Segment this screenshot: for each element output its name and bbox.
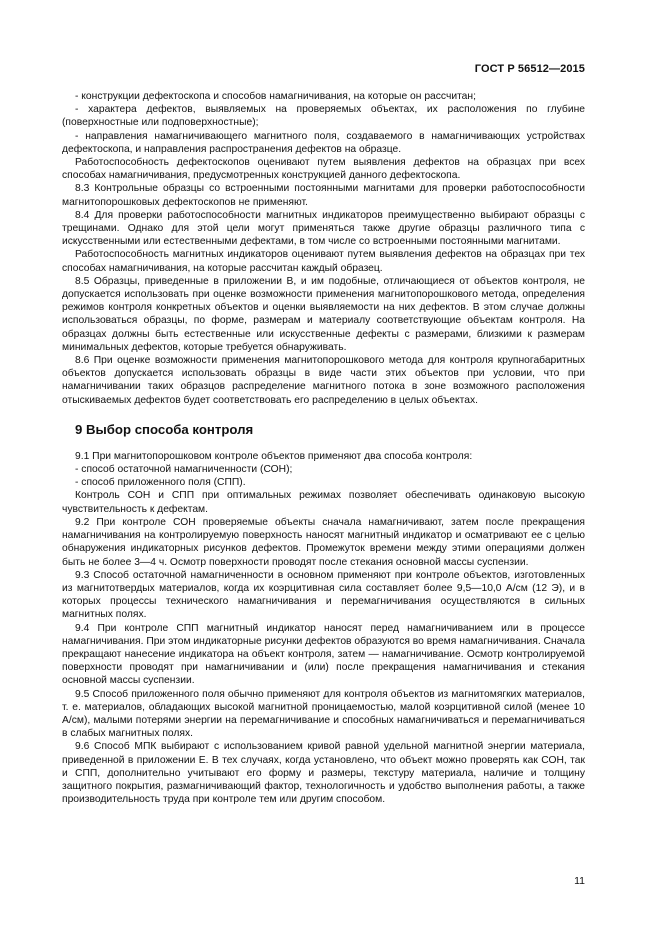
body-paragraph: - конструкции дефектоскопа и способов намагничивания, на которые он рассчитан; — [75, 91, 476, 102]
body-paragraph: 8.6 При оценке возможности применения магнитопорошкового метода для контроля крупногабаритных объектов допускается использовать образцы в виде части этих объектов при условии, что при намагничивании таких образцов распределение магнитного потока в зоне возможного расположения отыскиваемых дефектов будет соответствовать его распределению в целых объектах. — [62, 355, 585, 406]
body-paragraph: - способ приложенного поля (СПП). — [75, 477, 246, 489]
body-paragraph: 9.4 При контроле СПП магнитный индикатор наносят перед намагничиванием или в процессе намагничивания. При этом индикаторные рисунки дефектов образуются во время намагничивания. Сначала прекращают нанесение индикатора на объект контроля, затем — намагничивание. Осмотр контролируемой поверхности проводят при намагничивании и (или) после прекращения намагничивания и стекания основной массы суспензии. — [62, 622, 585, 687]
body-paragraph: 8.4 Для проверки работоспособности магнитных индикаторов преимущественно выбирают образцы с трещинами. Однако для этой цели могут применяться также другие образцы различного типа с искусственными или естественными дефектами, в том числе со встроенными постоянными магнитами. — [62, 209, 585, 248]
body-paragraph: 9.2 При контроле СОН проверяемые объекты сначала намагничивают, затем после прекращения намагничивания на контролируемую поверхность наносят магнитный индикатор и осматривают ее с целью обнаружения индикаторных рисунков дефектов. Промежуток времени между этими операциями должен быть не более 3—4 ч. Осмотр поверхности проводят после стекания основной массы суспензии. — [62, 516, 585, 568]
body-paragraph: 8.5 Образцы, приведенные в приложении В, и им подобные, отличающиеся от объектов контроля, не допускается использовать при оценке возможности применения магнитопорошкового метода, определения режимов контроля конкретных объектов и оценки выявляемости на них дефектов. В этом случае должны использоваться образцы, по форме, размерам и материалу соответствующие объектам контроля. На образцах должны быть естественные или искусственные дефекты с размерами, близкими к размерам минимальных дефектов, которые требуется обнаруживать. — [62, 275, 585, 353]
document-body — [62, 90, 585, 806]
body-paragraph: Работоспособность магнитных индикаторов оценивают путем выявления дефектов на образцах при тех способах намагничивания, на которые рассчитан каждый образец. — [62, 249, 585, 274]
body-paragraph: 8.3 Контрольные образцы со встроенными постоянными магнитами для проверки работоспособности магнитопорошковых дефектоскопов не применяют. — [62, 183, 585, 208]
body-paragraph: - способ остаточной намагниченности (СОН); — [75, 464, 293, 476]
body-paragraph: Контроль СОН и СПП при оптимальных режимах позволяет обеспечивать одинаковую высокую чувствительность к дефектам. — [62, 490, 585, 515]
standard-code-header: ГОСТ Р 56512—2015 — [474, 63, 585, 75]
body-paragraph: - характера дефектов, выявляемых на проверяемых объектах, их расположения по глубине (поверхностные или подповерхностные); — [62, 104, 585, 129]
body-paragraph: - направления намагничивающего магнитного поля, создаваемого в намагничивающих устройствах дефектоскопа, и направления распространения дефектов на образце. — [62, 130, 585, 155]
section-heading: 9 Выбор способа контроля — [75, 421, 254, 437]
body-paragraph: Работоспособность дефектоскопов оценивают путем выявления дефектов на образцах при всех способах намагничивания, предусмотренных конструкцией данного дефектоскопа. — [62, 157, 585, 182]
body-paragraph: 9.5 Способ приложенного поля обычно применяют для контроля объектов из магнитомягких материалов, т. е. материалов, обладающих высокой магнитной проницаемостью, малой коэрцитивной силой (менее 10 А/см), малыми потерями энергии на перемагничивание и способных намагничиваться и перемагничиваться в слабых магнитных полях. — [62, 688, 585, 740]
body-paragraph: 9.3 Способ остаточной намагниченности в основном применяют при контроле объектов, изготовленных из магнитотвердых материалов, когда их коэрцитивная сила составляет более 9,5—10,0 А/см (12 Э), и в которых процессы технического намагничивания и перемагничивания осуществляются в сильных магнитных полях. — [62, 569, 585, 621]
page-number: 11 — [574, 875, 585, 887]
body-paragraph: 9.6 Способ МПК выбирают с использованием кривой равной удельной магнитной энергии материала, приведенной в приложении Е. В тех случаях, когда установлено, что объект можно проверять как СОН, так и СПП, дополнительно учитывают его форму и размеры, текстуру материала, наличие и толщину защитного покрытия, размагничивающий фактор, технологичность и удобство выполнения работы, а также производительность труда при контроле тем или другим способом. — [62, 741, 585, 806]
body-paragraph: 9.1 При магнитопорошковом контроле объектов применяют два способа контроля: — [75, 450, 473, 462]
